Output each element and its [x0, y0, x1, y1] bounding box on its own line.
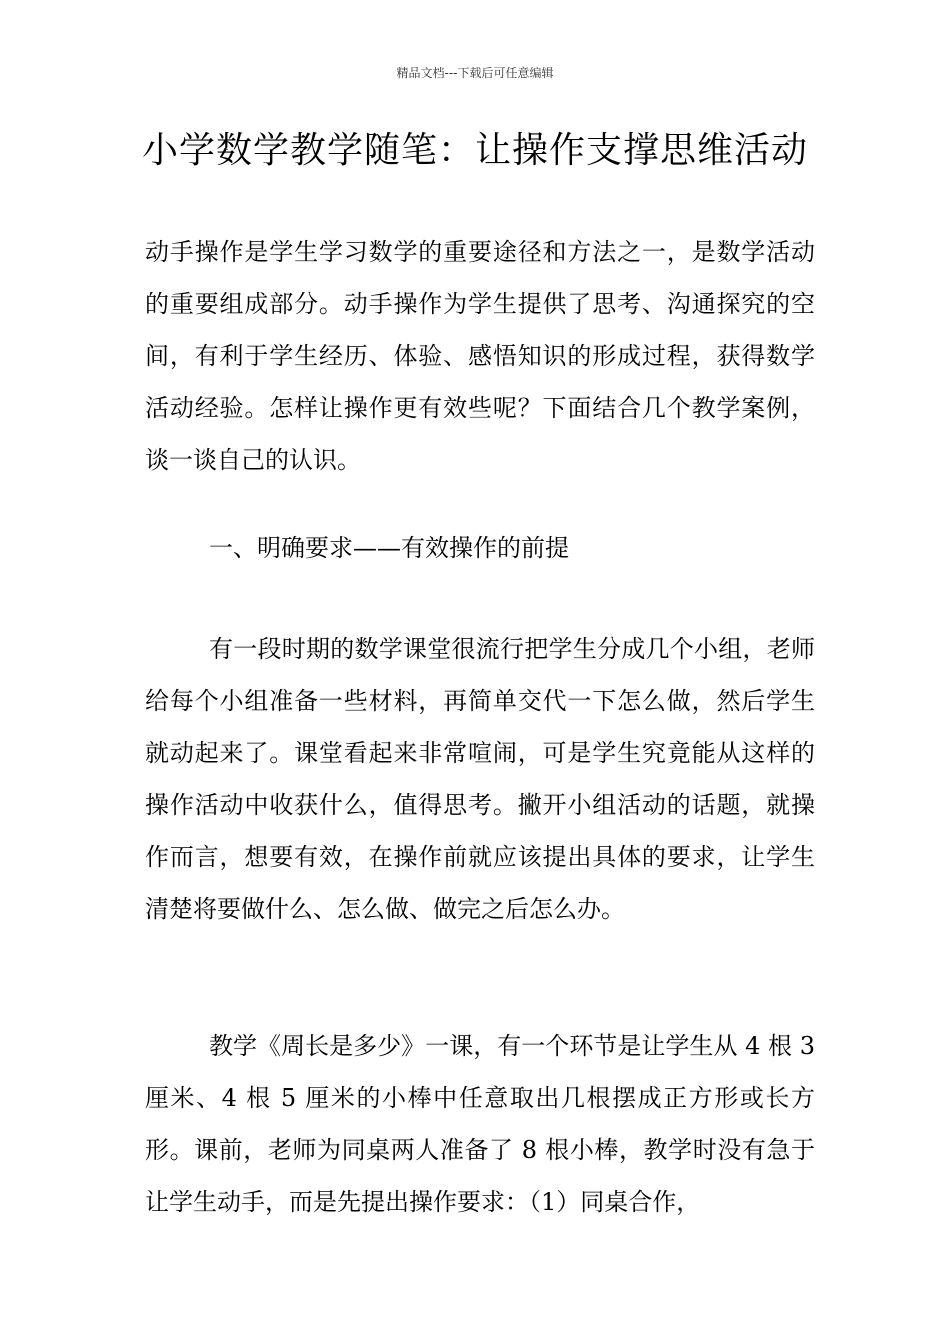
- page-header: 精品文档---下载后可任意编辑: [396, 66, 554, 80]
- intro-paragraph: 动手操作是学生学习数学的重要途径和方法之一，是数学活动的重要组成部分。动手操作为学生提供了思考、沟通探究的空间，有利于学生经历、体验、感悟知识的形成过程，获得数学活动经验。怎样让操作更有效些呢？下面结合几个教学案例，谈一谈自己的认识。: [145, 238, 815, 474]
- body-paragraph-3: 教学《周长是多少》一课，有一个环节是让学生从 4 根 3 厘米、4 根 5 厘米的小棒中任意取出几根摆成正方形或长方形。课前，老师为同桌两人准备了 8 根小棒，教学时没有急于让学生动手，而是先提出操作要求：（1）同桌合作，: [145, 1032, 815, 1216]
- section-heading: 一、明确要求——有效操作的前提: [209, 534, 569, 562]
- body-paragraph-2: 有一段时期的数学课堂很流行把学生分成几个小组，老师给每个小组准备一些材料，再简单交代一下怎么做，然后学生就动起来了。课堂看起来非常喧闹，可是学生究竟能从这样的操作活动中收获什么，值得思考。撇开小组活动的话题，就操作而言，想要有效，在操作前就应该提出具体的要求，让学生清楚将要做什么、怎么做、做完之后怎么办。: [145, 635, 815, 923]
- document-title: 小学数学教学随笔：让操作支撑思维活动: [141, 130, 808, 171]
